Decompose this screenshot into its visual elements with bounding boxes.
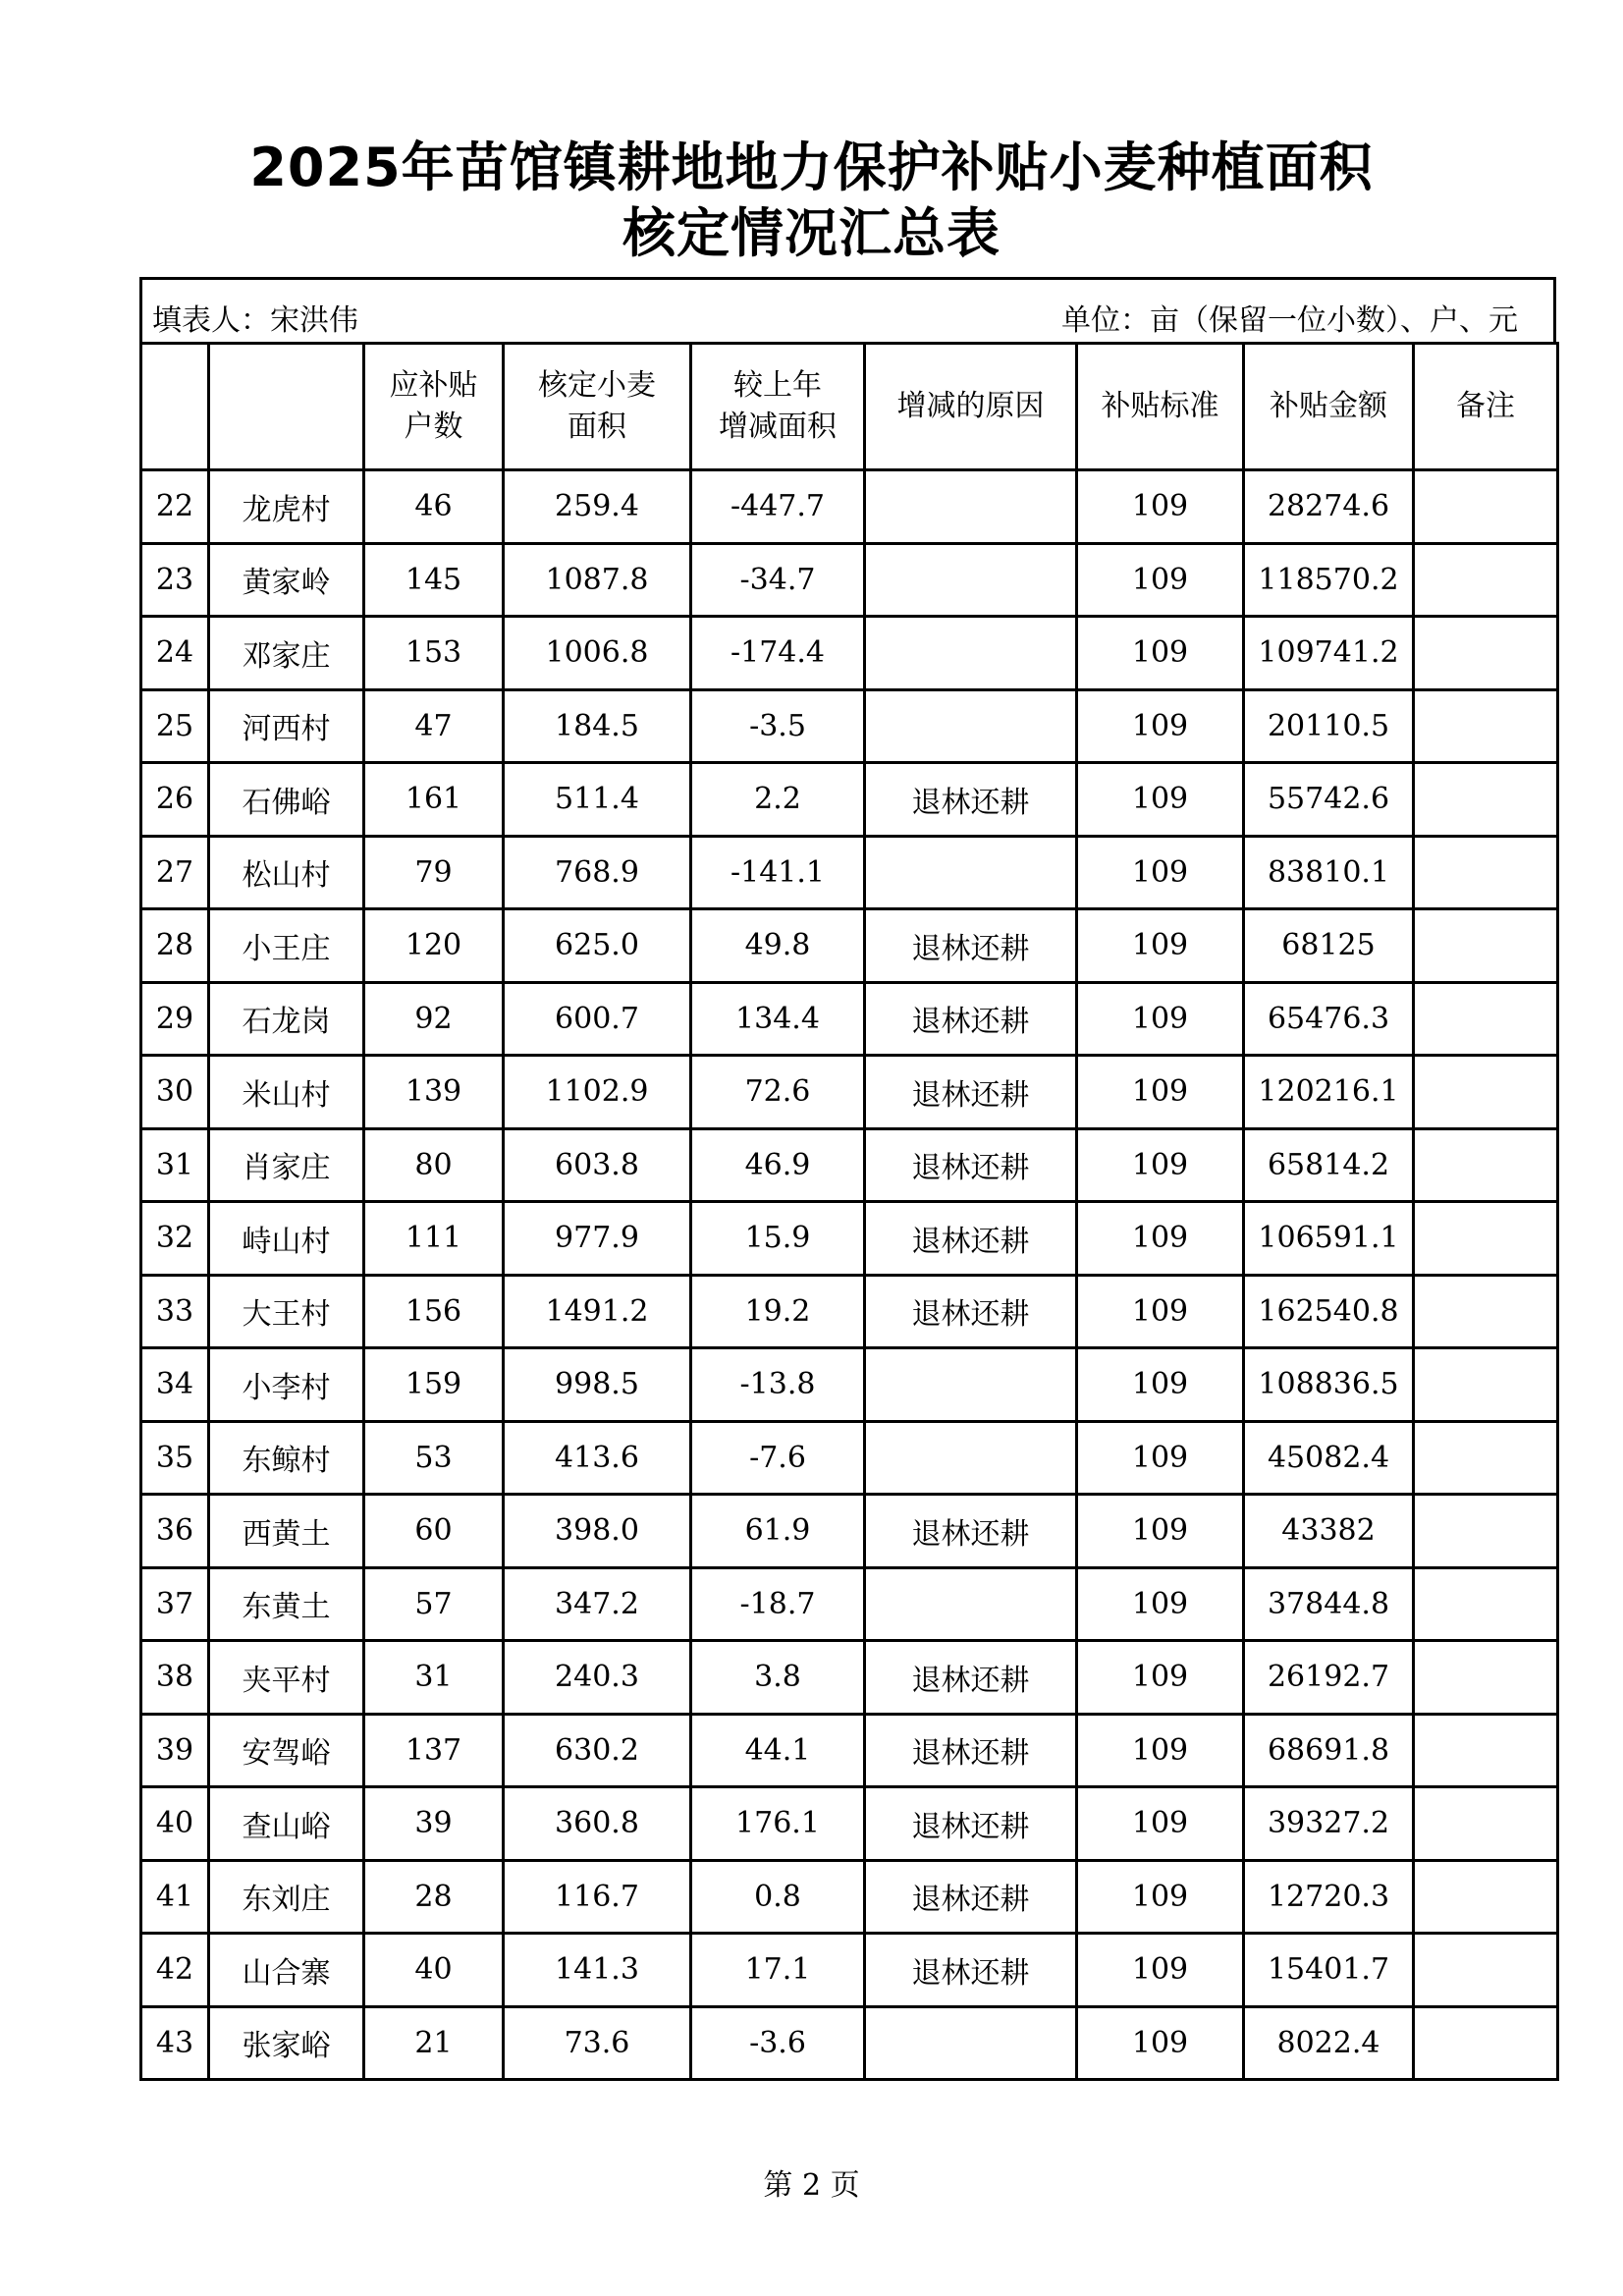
village-name-cell: 黄家岭 bbox=[209, 543, 364, 617]
subsidy-standard-cell: 109 bbox=[1077, 1787, 1244, 1861]
wheat-area-cell: 625.0 bbox=[504, 909, 691, 983]
households-cell: 92 bbox=[364, 982, 504, 1056]
header-households: 应补贴 户数 bbox=[364, 344, 504, 470]
header-row bbox=[141, 344, 1558, 470]
area-change-cell: 61.9 bbox=[691, 1495, 865, 1568]
wheat-area-cell: 768.9 bbox=[504, 836, 691, 909]
row-index-cell: 41 bbox=[141, 1860, 209, 1934]
table-row bbox=[141, 836, 1558, 909]
area-change-cell: 15.9 bbox=[691, 1202, 865, 1276]
households-cell: 53 bbox=[364, 1421, 504, 1495]
row-index-cell: 27 bbox=[141, 836, 209, 909]
households-cell: 60 bbox=[364, 1495, 504, 1568]
area-change-cell: -13.8 bbox=[691, 1348, 865, 1422]
area-change-cell: 3.8 bbox=[691, 1641, 865, 1715]
wheat-area-cell: 240.3 bbox=[504, 1641, 691, 1715]
note-cell bbox=[1414, 470, 1558, 544]
note-cell bbox=[1414, 1714, 1558, 1787]
subsidy-standard-cell: 109 bbox=[1077, 982, 1244, 1056]
note-cell bbox=[1414, 1495, 1558, 1568]
note-cell bbox=[1414, 763, 1558, 837]
subsidy-standard-cell: 109 bbox=[1077, 836, 1244, 909]
note-cell bbox=[1414, 1421, 1558, 1495]
note-cell bbox=[1414, 1202, 1558, 1276]
area-change-cell: 176.1 bbox=[691, 1787, 865, 1861]
change-reason-cell: 退林还耕 bbox=[865, 982, 1077, 1056]
note-cell bbox=[1414, 909, 1558, 983]
wheat-area-cell: 398.0 bbox=[504, 1495, 691, 1568]
village-name-cell: 张家峪 bbox=[209, 2006, 364, 2080]
header-index bbox=[141, 344, 209, 470]
village-name-cell: 邓家庄 bbox=[209, 617, 364, 690]
area-change-cell: 19.2 bbox=[691, 1275, 865, 1348]
row-index-cell: 42 bbox=[141, 1934, 209, 2007]
change-reason-cell bbox=[865, 1567, 1077, 1641]
row-index-cell: 25 bbox=[141, 689, 209, 763]
village-name-cell: 大王村 bbox=[209, 1275, 364, 1348]
row-index-cell: 35 bbox=[141, 1421, 209, 1495]
wheat-area-cell: 73.6 bbox=[504, 2006, 691, 2080]
change-reason-cell bbox=[865, 1348, 1077, 1422]
subsidy-standard-cell: 109 bbox=[1077, 1934, 1244, 2007]
households-cell: 57 bbox=[364, 1567, 504, 1641]
subsidy-amount-cell: 39327.2 bbox=[1244, 1787, 1414, 1861]
table-row bbox=[141, 763, 1558, 837]
row-index-cell: 22 bbox=[141, 470, 209, 544]
row-index-cell: 29 bbox=[141, 982, 209, 1056]
area-change-cell: 49.8 bbox=[691, 909, 865, 983]
village-name-cell: 小李村 bbox=[209, 1348, 364, 1422]
row-index-cell: 38 bbox=[141, 1641, 209, 1715]
row-index-cell: 34 bbox=[141, 1348, 209, 1422]
table-row bbox=[141, 1934, 1558, 2007]
change-reason-cell: 退林还耕 bbox=[865, 1056, 1077, 1129]
header-standard: 补贴标准 bbox=[1077, 344, 1244, 470]
village-name-cell: 小王庄 bbox=[209, 909, 364, 983]
change-reason-cell: 退林还耕 bbox=[865, 1787, 1077, 1861]
wheat-area-cell: 511.4 bbox=[504, 763, 691, 837]
subsidy-amount-cell: 83810.1 bbox=[1244, 836, 1414, 909]
note-cell bbox=[1414, 1056, 1558, 1129]
households-cell: 153 bbox=[364, 617, 504, 690]
wheat-area-cell: 259.4 bbox=[504, 470, 691, 544]
wheat-area-cell: 998.5 bbox=[504, 1348, 691, 1422]
subsidy-standard-cell: 109 bbox=[1077, 1495, 1244, 1568]
subsidy-amount-cell: 28274.6 bbox=[1244, 470, 1414, 544]
subsidy-amount-cell: 65814.2 bbox=[1244, 1128, 1414, 1202]
village-name-cell: 峙山村 bbox=[209, 1202, 364, 1276]
subsidy-amount-cell: 106591.1 bbox=[1244, 1202, 1414, 1276]
village-name-cell: 安驾峪 bbox=[209, 1714, 364, 1787]
subsidy-amount-cell: 15401.7 bbox=[1244, 1934, 1414, 2007]
note-cell bbox=[1414, 1934, 1558, 2007]
table-row bbox=[141, 1860, 1558, 1934]
header-area: 核定小麦 面积 bbox=[504, 344, 691, 470]
subsidy-amount-cell: 68691.8 bbox=[1244, 1714, 1414, 1787]
wheat-area-cell: 413.6 bbox=[504, 1421, 691, 1495]
subsidy-amount-cell: 20110.5 bbox=[1244, 689, 1414, 763]
wheat-area-cell: 1491.2 bbox=[504, 1275, 691, 1348]
note-cell bbox=[1414, 982, 1558, 1056]
area-change-cell: -7.6 bbox=[691, 1421, 865, 1495]
table-row bbox=[141, 689, 1558, 763]
note-cell bbox=[1414, 1348, 1558, 1422]
village-name-cell: 东鲸村 bbox=[209, 1421, 364, 1495]
header-change: 较上年 增减面积 bbox=[691, 344, 865, 470]
note-cell bbox=[1414, 617, 1558, 690]
subsidy-amount-cell: 108836.5 bbox=[1244, 1348, 1414, 1422]
table-row bbox=[141, 909, 1558, 983]
row-index-cell: 32 bbox=[141, 1202, 209, 1276]
subsidy-standard-cell: 109 bbox=[1077, 1860, 1244, 1934]
subsidy-amount-cell: 26192.7 bbox=[1244, 1641, 1414, 1715]
subsidy-standard-cell: 109 bbox=[1077, 2006, 1244, 2080]
subsidy-standard-cell: 109 bbox=[1077, 689, 1244, 763]
note-cell bbox=[1414, 1128, 1558, 1202]
change-reason-cell bbox=[865, 470, 1077, 544]
subsidy-standard-cell: 109 bbox=[1077, 1348, 1244, 1422]
table-row bbox=[141, 1056, 1558, 1129]
table-row bbox=[141, 1202, 1558, 1276]
change-reason-cell: 退林还耕 bbox=[865, 1860, 1077, 1934]
subsidy-standard-cell: 109 bbox=[1077, 909, 1244, 983]
area-change-cell: 72.6 bbox=[691, 1056, 865, 1129]
area-change-cell: 44.1 bbox=[691, 1714, 865, 1787]
wheat-area-cell: 1102.9 bbox=[504, 1056, 691, 1129]
area-change-cell: 0.8 bbox=[691, 1860, 865, 1934]
wheat-area-cell: 347.2 bbox=[504, 1567, 691, 1641]
area-change-cell: -3.6 bbox=[691, 2006, 865, 2080]
change-reason-cell: 退林还耕 bbox=[865, 1275, 1077, 1348]
village-name-cell: 东黄土 bbox=[209, 1567, 364, 1641]
area-change-cell: -174.4 bbox=[691, 617, 865, 690]
subsidy-standard-cell: 109 bbox=[1077, 470, 1244, 544]
subsidy-amount-cell: 162540.8 bbox=[1244, 1275, 1414, 1348]
subsidy-amount-cell: 8022.4 bbox=[1244, 2006, 1414, 2080]
subsidy-amount-cell: 37844.8 bbox=[1244, 1567, 1414, 1641]
change-reason-cell: 退林还耕 bbox=[865, 1495, 1077, 1568]
wheat-area-cell: 184.5 bbox=[504, 689, 691, 763]
area-change-cell: 134.4 bbox=[691, 982, 865, 1056]
change-reason-cell: 退林还耕 bbox=[865, 1641, 1077, 1715]
note-cell bbox=[1414, 1275, 1558, 1348]
village-name-cell: 东刘庄 bbox=[209, 1860, 364, 1934]
area-change-cell: -141.1 bbox=[691, 836, 865, 909]
table-row bbox=[141, 1495, 1558, 1568]
row-index-cell: 26 bbox=[141, 763, 209, 837]
change-reason-cell: 退林还耕 bbox=[865, 763, 1077, 837]
subsidy-standard-cell: 109 bbox=[1077, 1202, 1244, 1276]
table-row bbox=[141, 1421, 1558, 1495]
village-name-cell: 龙虎村 bbox=[209, 470, 364, 544]
change-reason-cell bbox=[865, 617, 1077, 690]
subsidy-standard-cell: 109 bbox=[1077, 1275, 1244, 1348]
subsidy-standard-cell: 109 bbox=[1077, 1641, 1244, 1715]
area-change-cell: 46.9 bbox=[691, 1128, 865, 1202]
wheat-area-cell: 116.7 bbox=[504, 1860, 691, 1934]
area-change-cell: 17.1 bbox=[691, 1934, 865, 2007]
wheat-area-cell: 1006.8 bbox=[504, 617, 691, 690]
wheat-area-cell: 630.2 bbox=[504, 1714, 691, 1787]
households-cell: 161 bbox=[364, 763, 504, 837]
row-index-cell: 30 bbox=[141, 1056, 209, 1129]
subsidy-standard-cell: 109 bbox=[1077, 1421, 1244, 1495]
subsidy-amount-cell: 43382 bbox=[1244, 1495, 1414, 1568]
table-row bbox=[141, 1714, 1558, 1787]
table-row bbox=[141, 543, 1558, 617]
change-reason-cell: 退林还耕 bbox=[865, 1128, 1077, 1202]
table-row bbox=[141, 1787, 1558, 1861]
village-name-cell: 石佛峪 bbox=[209, 763, 364, 837]
row-index-cell: 33 bbox=[141, 1275, 209, 1348]
row-index-cell: 40 bbox=[141, 1787, 209, 1861]
change-reason-cell bbox=[865, 2006, 1077, 2080]
wheat-area-cell: 603.8 bbox=[504, 1128, 691, 1202]
village-name-cell: 肖家庄 bbox=[209, 1128, 364, 1202]
households-cell: 111 bbox=[364, 1202, 504, 1276]
households-cell: 156 bbox=[364, 1275, 504, 1348]
subsidy-amount-cell: 55742.6 bbox=[1244, 763, 1414, 837]
village-name-cell: 石龙岗 bbox=[209, 982, 364, 1056]
households-cell: 159 bbox=[364, 1348, 504, 1422]
table-row bbox=[141, 470, 1558, 544]
table-row bbox=[141, 1348, 1558, 1422]
change-reason-cell: 退林还耕 bbox=[865, 909, 1077, 983]
subsidy-standard-cell: 109 bbox=[1077, 617, 1244, 690]
change-reason-cell bbox=[865, 543, 1077, 617]
change-reason-cell bbox=[865, 836, 1077, 909]
wheat-area-cell: 141.3 bbox=[504, 1934, 691, 2007]
village-name-cell: 米山村 bbox=[209, 1056, 364, 1129]
subsidy-amount-cell: 118570.2 bbox=[1244, 543, 1414, 617]
area-change-cell: 2.2 bbox=[691, 763, 865, 837]
households-cell: 47 bbox=[364, 689, 504, 763]
area-change-cell: -447.7 bbox=[691, 470, 865, 544]
households-cell: 120 bbox=[364, 909, 504, 983]
note-cell bbox=[1414, 1567, 1558, 1641]
village-name-cell: 山合寨 bbox=[209, 1934, 364, 2007]
wheat-area-cell: 977.9 bbox=[504, 1202, 691, 1276]
subsidy-amount-cell: 68125 bbox=[1244, 909, 1414, 983]
area-change-cell: -3.5 bbox=[691, 689, 865, 763]
table-row bbox=[141, 617, 1558, 690]
note-cell bbox=[1414, 689, 1558, 763]
row-index-cell: 39 bbox=[141, 1714, 209, 1787]
table-row bbox=[141, 1641, 1558, 1715]
row-index-cell: 31 bbox=[141, 1128, 209, 1202]
change-reason-cell bbox=[865, 1421, 1077, 1495]
subsidy-standard-cell: 109 bbox=[1077, 1714, 1244, 1787]
table-row bbox=[141, 2006, 1558, 2080]
note-cell bbox=[1414, 543, 1558, 617]
wheat-area-cell: 1087.8 bbox=[504, 543, 691, 617]
households-cell: 28 bbox=[364, 1860, 504, 1934]
subsidy-amount-cell: 45082.4 bbox=[1244, 1421, 1414, 1495]
households-cell: 31 bbox=[364, 1641, 504, 1715]
header-amount: 补贴金额 bbox=[1244, 344, 1414, 470]
village-name-cell: 查山峪 bbox=[209, 1787, 364, 1861]
change-reason-cell bbox=[865, 689, 1077, 763]
page-footer: 第 2 页 bbox=[763, 2168, 860, 2203]
households-cell: 80 bbox=[364, 1128, 504, 1202]
wheat-area-cell: 360.8 bbox=[504, 1787, 691, 1861]
households-cell: 145 bbox=[364, 543, 504, 617]
row-index-cell: 43 bbox=[141, 2006, 209, 2080]
area-change-cell: -18.7 bbox=[691, 1567, 865, 1641]
change-reason-cell: 退林还耕 bbox=[865, 1934, 1077, 2007]
table-row bbox=[141, 1567, 1558, 1641]
wheat-area-cell: 600.7 bbox=[504, 982, 691, 1056]
table-row bbox=[141, 1275, 1558, 1348]
header-reason: 增减的原因 bbox=[865, 344, 1077, 470]
row-index-cell: 28 bbox=[141, 909, 209, 983]
households-cell: 39 bbox=[364, 1787, 504, 1861]
change-reason-cell: 退林还耕 bbox=[865, 1202, 1077, 1276]
subsidy-standard-cell: 109 bbox=[1077, 763, 1244, 837]
subsidy-amount-cell: 12720.3 bbox=[1244, 1860, 1414, 1934]
header-village bbox=[209, 344, 364, 470]
households-cell: 137 bbox=[364, 1714, 504, 1787]
info-bar bbox=[139, 277, 1556, 342]
filler-label: 填表人：宋洪伟 bbox=[152, 303, 358, 338]
households-cell: 139 bbox=[364, 1056, 504, 1129]
subsidy-amount-cell: 120216.1 bbox=[1244, 1056, 1414, 1129]
village-name-cell: 西黄土 bbox=[209, 1495, 364, 1568]
subsidy-standard-cell: 109 bbox=[1077, 543, 1244, 617]
row-index-cell: 24 bbox=[141, 617, 209, 690]
households-cell: 40 bbox=[364, 1934, 504, 2007]
village-name-cell: 松山村 bbox=[209, 836, 364, 909]
row-index-cell: 36 bbox=[141, 1495, 209, 1568]
village-name-cell: 河西村 bbox=[209, 689, 364, 763]
area-change-cell: -34.7 bbox=[691, 543, 865, 617]
note-cell bbox=[1414, 1787, 1558, 1861]
households-cell: 21 bbox=[364, 2006, 504, 2080]
row-index-cell: 37 bbox=[141, 1567, 209, 1641]
subsidy-amount-cell: 65476.3 bbox=[1244, 982, 1414, 1056]
table-row bbox=[141, 1128, 1558, 1202]
village-name-cell: 夹平村 bbox=[209, 1641, 364, 1715]
change-reason-cell: 退林还耕 bbox=[865, 1714, 1077, 1787]
table-row bbox=[141, 982, 1558, 1056]
note-cell bbox=[1414, 1641, 1558, 1715]
subsidy-standard-cell: 109 bbox=[1077, 1128, 1244, 1202]
subsidy-standard-cell: 109 bbox=[1077, 1056, 1244, 1129]
note-cell bbox=[1414, 2006, 1558, 2080]
note-cell bbox=[1414, 1860, 1558, 1934]
title-line-1: 2025年苗馆镇耕地地力保护补贴小麦种植面积 bbox=[249, 137, 1374, 198]
unit-label: 单位：亩（保留一位小数）、户、元 bbox=[1061, 303, 1518, 338]
note-cell bbox=[1414, 836, 1558, 909]
header-note: 备注 bbox=[1414, 344, 1558, 470]
title-line-2: 核定情况汇总表 bbox=[622, 202, 1001, 264]
row-index-cell: 23 bbox=[141, 543, 209, 617]
households-cell: 79 bbox=[364, 836, 504, 909]
subsidy-amount-cell: 109741.2 bbox=[1244, 617, 1414, 690]
households-cell: 46 bbox=[364, 470, 504, 544]
subsidy-standard-cell: 109 bbox=[1077, 1567, 1244, 1641]
subsidy-table bbox=[139, 342, 1559, 2081]
